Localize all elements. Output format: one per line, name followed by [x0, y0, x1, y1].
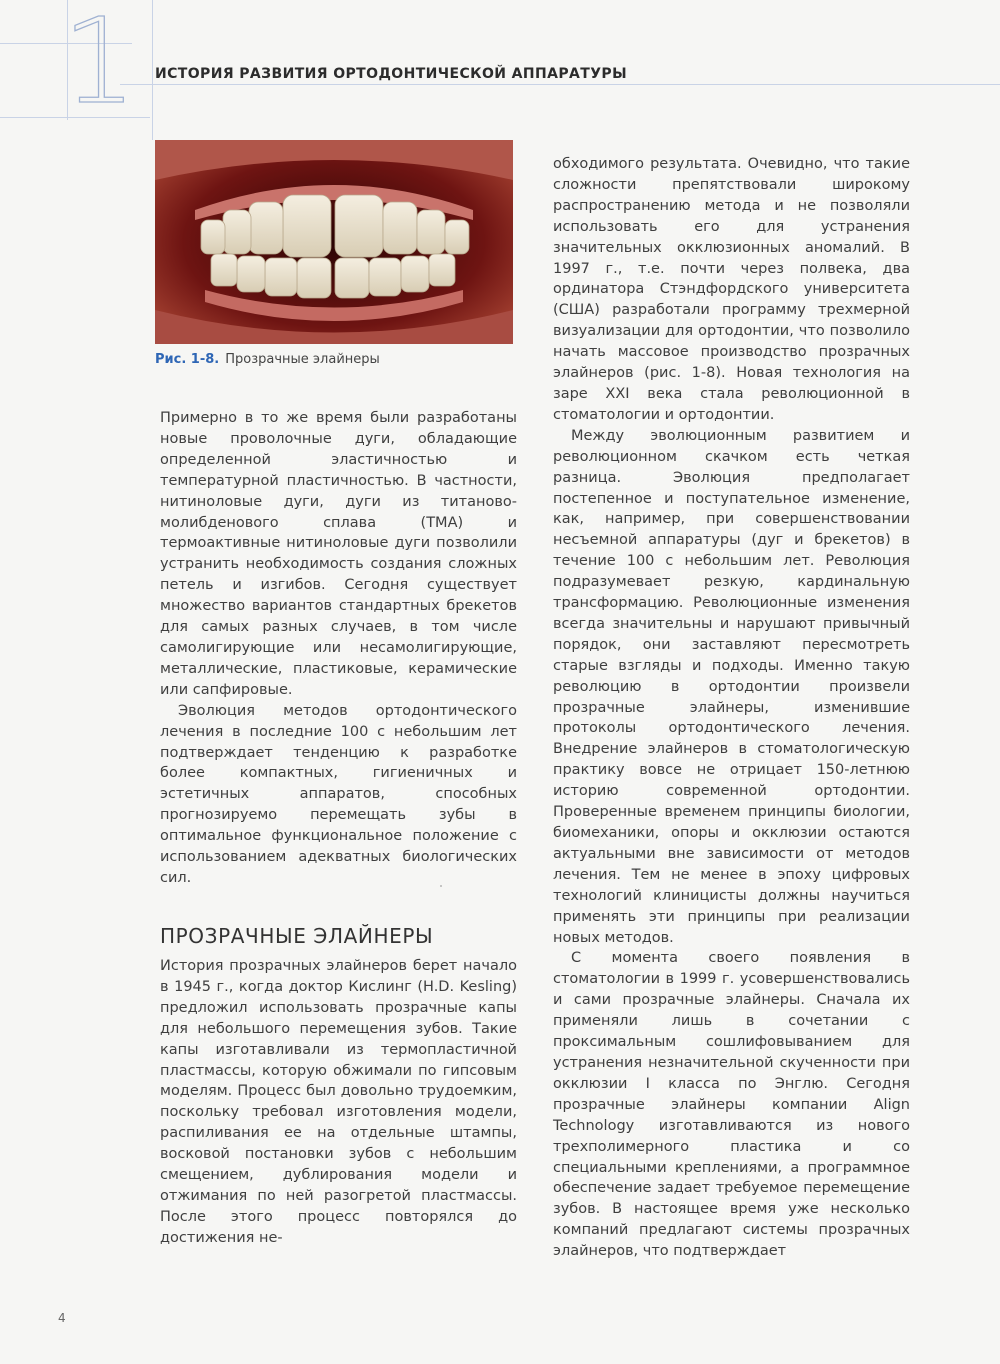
chapter-number: 1 — [62, 0, 138, 130]
figure-label: Рис. 1-8. — [155, 352, 220, 367]
section-title: ПРОЗРАЧНЫЕ ЭЛАЙНЕРЫ — [160, 923, 434, 948]
figure-caption-text: Прозрачные элайнеры — [225, 352, 380, 367]
paragraph: обходимого результата. Очевидно, что такие сложности препятствовали широкому распространению метода и не позволяли использовать его для устранения значительных окклюзионных аномалий. В 1997 г., т.е. почти через полвека, два ординатора Стэндфордского университета (США) разработали программу трехмерной визуализации для ортодонтии, что позволило начать массовое производство прозрачных элайнеров (рис. 1-8). Новая технология на заре XXI века стала революционной в стоматологии и ортодонтии. — [553, 156, 910, 423]
decorative-line — [120, 84, 1000, 85]
paragraph: Между эволюционным развитием и революционном скачком есть четкая разница. Эволюция предполагает постепенное и поступательное изменение, как, например, при совершенствовании несъемной аппаратуры (дуг и брекетов) в течение 100 с небольшим лет. Революция подразумевает резкую, кардинальную трансформацию. Революционные изменения всегда значительны и нарушают привычный порядок, они заставляют пересмотреть старые взгляды и подходы. Именно такую революцию в ортодонтии произвели прозрачные элайнеры, изменившие протоколы ортодонтического лечения. Внедрение элайнеров в стоматологическую практику вовсе не отрицает 150-летнюю историю современной ортодонтии. Проверенные временем принципы биологии, биомеханики, опоры и окклюзии остаются актуальными вне зависимости от методов лечения. Тем не менее в эпоху цифровых технологий клиницисты должны научиться применять эти принципы при реализации новых методов. — [553, 427, 910, 946]
left-column — [160, 408, 517, 889]
paragraph: Примерно в то же время были разработаны новые проволочные дуги, обладающие определенной эластичностью и температурной пластичностью. В частности, нитиноловые дуги, дуги из титаново-молибденового сплава (TMA) и термоактивные нитиноловые дуги позволили устранить необходимость создания сложных петель и изгибов. Сегодня существует множество вариантов стандартных брекетов для самых разных случаев, в том числе самолигирующие или несамолигирующие, металлические, пластиковые, керамические или сапфировые. — [160, 410, 517, 698]
right-column — [553, 154, 910, 1262]
page-number: 4 — [58, 1311, 66, 1325]
figure-photo-aligners — [155, 140, 513, 344]
chapter-title: ИСТОРИЯ РАЗВИТИЯ ОРТОДОНТИЧЕСКОЙ АППАРАТУРЫ — [155, 66, 627, 82]
paragraph: Эволюция методов ортодонтического лечения в последние 100 с небольшим лет подтверждает тенденцию к разработке более компактных, гигиеничных и эстетичных аппаратов, способных прогнозируемо перемещать зубы в оптимальное функциональное положение с использованием адекватных биологических сил. — [160, 702, 517, 886]
paragraph: История прозрачных элайнеров берет начало в 1945 г., когда доктор Кислинг (H.D. Kesling) предложил использовать прозрачные капы для небольшого перемещения зубов. Такие капы изготавливали из термопластичной пластмассы, которую обжимали по гипсовым моделям. Процесс был довольно трудоемким, поскольку требовал изготовления модели, распиливания ее на отдельные штампы, восковой постановки зубов с небольшим смещением, дублирования модели и отжимания по ней разогретой пластмассы. После этого процесс повторялся до достижения не- — [160, 958, 517, 1246]
figure-caption — [155, 352, 380, 367]
decorative-line — [152, 0, 153, 140]
paragraph: С момента своего появления в стоматологии в 1999 г. усовершенствовались и сами прозрачные элайнеры. Сначала их применяли лишь в сочетании с проксимальным сошлифовыванием для устранения незначительной скученности при окклюзии I класса по Энглю. Сегодня прозрачные элайнеры компании Align Technology изготавливаются из нового трехполимерного пластика и со специальными креплениями, а программное обеспечение задает требуемое перемещение зубов. В настоящее время уже несколько компаний предлагают системы прозрачных элайнеров, что подтверждает — [553, 950, 910, 1260]
print-speck — [440, 885, 442, 887]
section-column — [160, 956, 517, 1249]
